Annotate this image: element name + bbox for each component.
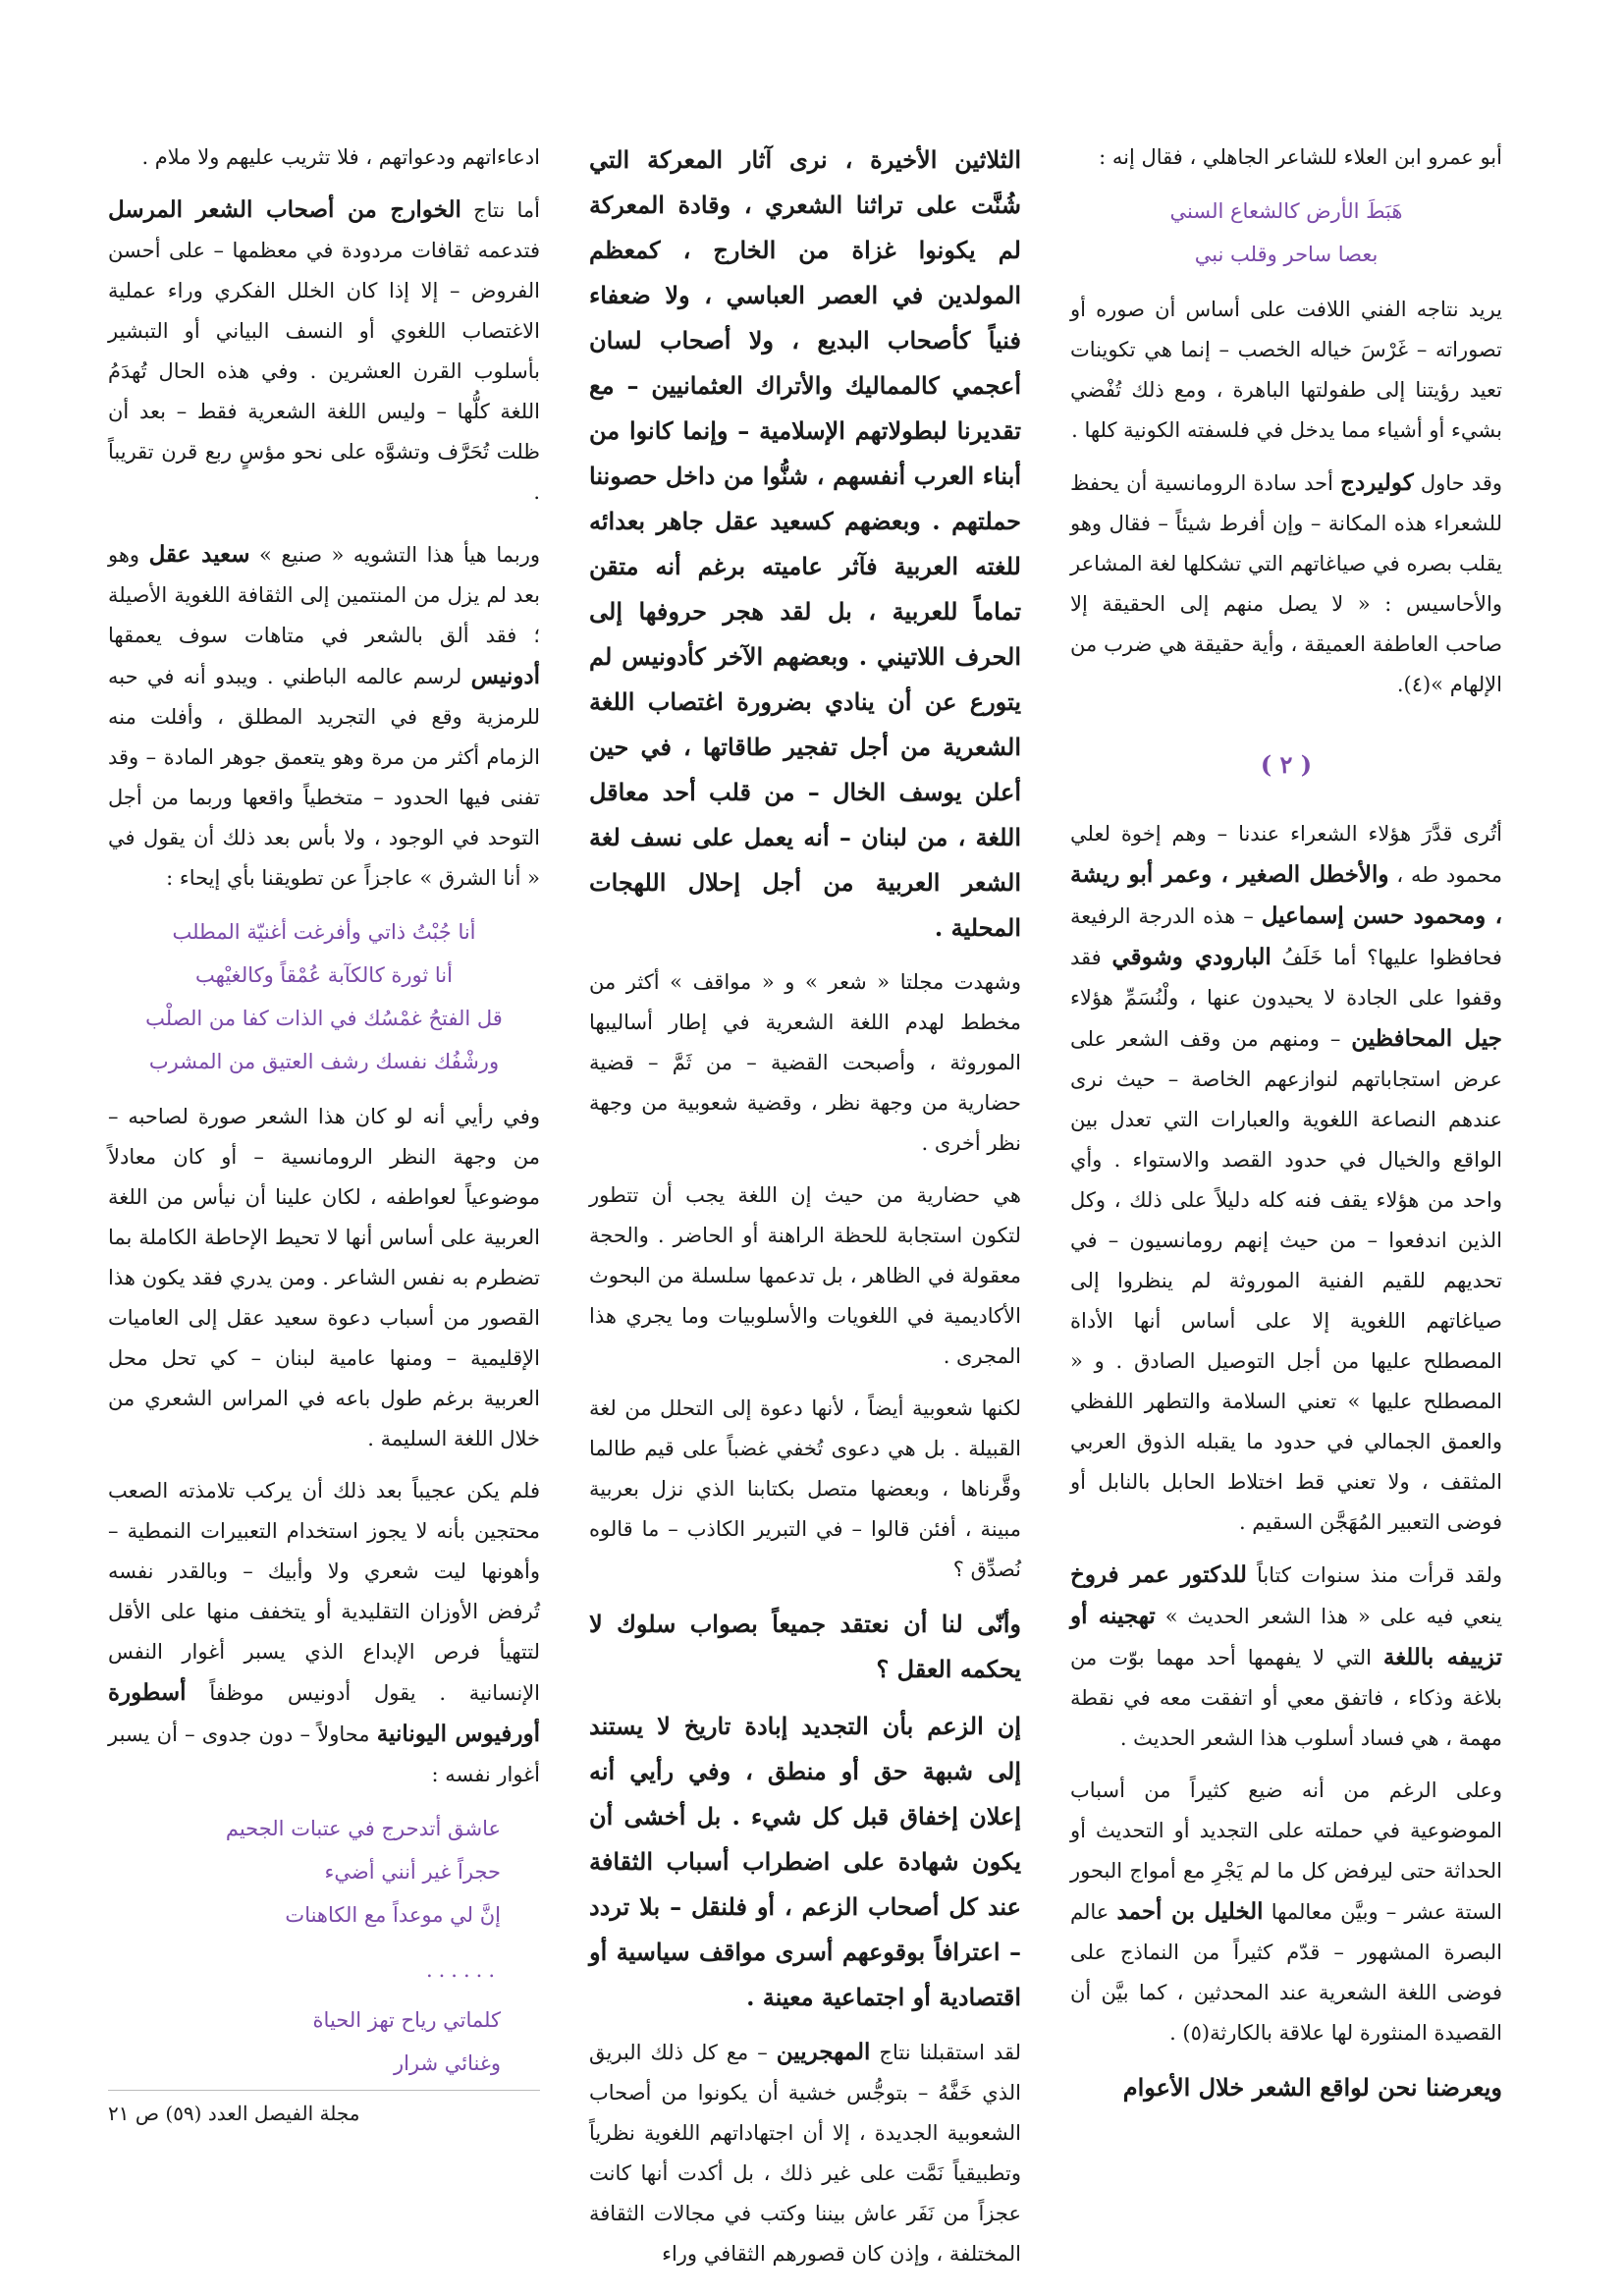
text-span: أحد سادة الرومانسية أن يحفظ للشعراء هذه المكانة – وإن أفرط شيئاً – فقال وهو يقلب بصره في صياغاتهم التي تشكلها لغة المشاعر والأحاسيس : « لا يصل منهم إلى الحقيقة إلا صاحب العاطفة العميقة ، وأية حقيقة هي ضرب من الإلهام »(٤). — [1070, 471, 1502, 696]
emphasis-name: أسطورة أورفيوس اليونانية — [108, 1679, 540, 1747]
verse-line: حجراً غير أنني أضيء — [324, 1860, 501, 1884]
bold-paragraph: إن الزعم بأن التجديد إبادة تاريخ لا يستند إلى شبهة حق أو منطق ، وفي رأيي أنه إعلان إخفاق قبل كل شيء . بل أخشى أن يكون شهادة على اضطراب أسباب الثقافة عند كل أصحاب الزعم ، أو فلنقل – بلا تردد – اعترافاً بوقوعهم أسرى مواقف سياسية أو اقتصادية أو اجتماعية معينة . — [589, 1712, 1021, 2011]
verse-line: هَبَطَ الأرض كالشعاع السني — [1169, 199, 1403, 223]
verse-line: بعصا ساحر وقلب نبي — [1194, 243, 1379, 266]
text-span: وقد حاول — [1413, 471, 1502, 495]
emphasis-name: أدونيس — [470, 663, 540, 689]
paragraph — [108, 1471, 540, 1795]
text-span: فقد وقفوا على الجادة لا يحيدون عنها ، ولْنُسَمِّ هؤلاء — [1070, 946, 1502, 1010]
emphasis-name: تهجينه أو تزييفه باللغة — [1070, 1603, 1502, 1670]
emphasis-name: الخليل بن أحمد — [1116, 1898, 1264, 1925]
poem-verse — [108, 1807, 540, 1937]
verse-line: كلماتي رياح تهز الحياة — [312, 2008, 501, 2032]
footer-divider — [108, 2090, 540, 2091]
text-span: ولقد قرأت منذ سنوات كتاباً — [1246, 1563, 1502, 1587]
text-span: لرسم عالمه الباطني . ويبدو أنه في حبه للرمزية وقع في التجريد المطلق ، وأفلت منه الزمام أكثر من مرة وهو يتعمق جوهر المادة – وقد تفنى فيها الحدود – متخطياً واقعها وربما من أجل التوحد في الوجود ، ولا بأس بعد ذلك أن يقول في « أنا الشرق » عاجزاً عن تطويقنا بأي إيحاء : — [108, 665, 540, 890]
paragraph — [108, 534, 540, 899]
emphasis-name: الخوارج من أصحاب الشعر المرسل — [108, 196, 461, 223]
paragraph — [1070, 1771, 1502, 2053]
text-span: أما نتاج — [460, 198, 540, 222]
text-span: عالم البصرة المشهور – قدّم كثيراً من النماذج على فوضى اللغة الشعرية عند المحدثين ، كما بيَّن أن القصيدة المنثورة لها علاقة بالكارثة(٥) . — [1070, 1900, 1502, 2045]
emphasis-name: سعيد عقل — [148, 541, 250, 568]
bold-paragraph: ويعرضنا نحن لواقع الشعر خلال الأعوام — [1122, 2073, 1502, 2102]
paragraph: هي حضارية من حيث إن اللغة يجب أن تتطور لتكون استجابة للحظة الراهنة أو الحاضر . والحجة معقولة في الظاهر ، بل تدعمها سلسلة من البحوث الأكاديمية في اللغويات والأسلوبيات وما يجري هذا المجرى . — [589, 1183, 1021, 1368]
verse-line: قل الفتحُ غمْسُك في الذات كفا من الصلْب — [145, 1007, 503, 1030]
paragraph: ادعاءاتهم ودعواتهم ، فلا تثريب عليهم ولا ملام . — [141, 145, 540, 169]
text-span: فتدعمه ثقافات مردودة في معظمها – على أحسن الفروض – إلا إذا كان الخلل الفكري وراء عملية الاغتصاب اللغوي أو النسف البياني أو التبشير بأسلوب القرن العشرين . وفي هذه الحال تُهدَمُ اللغة كلُّها – وليس اللغة الشعرية فقط – بعد أن ظلت تُحَرَّف وتشوَّه على نحو مؤسٍ ربع قرن تقريباً . — [108, 239, 540, 504]
column-2 — [589, 137, 1022, 2266]
column-3 — [108, 137, 540, 2082]
poem-verse — [108, 1998, 540, 2085]
bold-paragraph: وأنّى لنا أن نعتقد جميعاً بصواب سلوك لا يحكمه العقل ؟ — [589, 1610, 1021, 1683]
paragraph: وفي رأيي أنه لو كان هذا الشعر صورة لصاحبه – من وجهة النظر الرومانسية – أو كان معادلاً موضوعياً لعواطفه ، لكان علينا أن نيأس من اللغة العربية على أساس أنها لا تحيط الإحاطة الكاملة بما تضطرم به نفس الشاعر . ومن يدري فقد يكون هذا القصور من أسباب دعوة سعيد عقل إلى العاميات الإقليمية – ومنها عامية لبنان – كي تحل محل العربية برغم طول باعه في المراس الشعري من خلال اللغة السليمة . — [108, 1105, 540, 1450]
emphasis-name: للدكتور عمر فروخ — [1070, 1561, 1247, 1588]
text-span: – ومنهم من وقف الشعر على عرض استجاباتهم لنوازعهم الخاصة – حيث نرى عندهم النصاعة اللغوية والعبارات التي تعدل بين الواقع والخيال في حدود القصد والاستواء . وأي واحد من هؤلاء يقف فنه كله دليلاً على ذلك ، وكل الذين اندفعوا – من حيث إنهم رومانسيون – في تحديهم للقيم الفنية الموروثة لم ينظروا إلى صياغاتهم اللغوية إلا على أساس أنها الأداة المصطلح عليها من أجل التوصيل الصادق . و « المصطلح عليها » تعني السلامة والتطهر اللفظي والعمق الجمالي في حدود ما يقبله الذوق العربي المثقف ، ولا تعني قط اختلاط الحابل بالنابل أو فوضى التعبير المُهَجَّن السقيم . — [1070, 1027, 1502, 1534]
bold-paragraph: الثلاثين الأخيرة ، نرى آثار المعركة التي شُنَّت على تراثنا الشعري ، وقادة المعركة لم يكونوا غزاة من الخارج ، كمعظم المولدين في العصر العباسي ، ولا ضعفاء فنياً كأصحاب البديع ، ولا أصحاب لسان أعجمي كالمماليك والأتراك العثمانيين – مع تقديرنا لبطولاتهم الإسلامية – وإنما كانوا من أبناء العرب أنفسهم ، شنُّوا من داخل حصوننا حملتهم . وبعضهم كسعيد عقل جاهر بعدائه للغته العربية فآثر عاميته برغم أنه متقن تماماً للعربية ، بل لقد هجر حروفها إلى الحرف اللاتيني . وبعضهم الآخر كأدونيس لم يتورع عن أن ينادي بضرورة اغتصاب اللغة الشعرية من أجل تفجير طاقاتها ، في حين أعلن يوسف الخال – من قلب أحد معاقل اللغة ، من لبنان – أنه يعمل على نسف لغة الشعر العربية من أجل إحلال اللهجات المحلية . — [589, 145, 1022, 942]
text-span: ينعي فيه على « هذا الشعر الحديث » — [1155, 1605, 1502, 1628]
paragraph — [589, 2032, 1021, 2274]
emphasis-name: والأخطل الصغير ، وعمر أبو ريشة ، ومحمود حسن إسماعيل — [1070, 861, 1502, 929]
text-span: وهو بعد لم يزل من المنتمين إلى الثقافة اللغوية الأصيلة ؛ فقد ألق بالشعر في متاهات سوف يعمقها — [108, 543, 540, 647]
paragraph — [1070, 814, 1502, 1543]
verse-line: إنَّ لي موعداً مع الكاهنات — [285, 1903, 501, 1927]
page-footer: مجلة الفيصل العدد (٥٩) ص ٢١ — [108, 2102, 360, 2125]
text-span: لقد استقبلنا نتاج — [870, 2041, 1022, 2064]
verse-line: أنا جُبْتُ ذاتي وأفرغت أغنيّة المطلب — [172, 920, 476, 944]
emphasis-name: البارودي وشوقي — [1111, 944, 1271, 970]
text-span: التي لا يفهمها أحد مهما بوّت من بلاغة وذكاء ، فاتفق معي أو اتفقت معه في نقطة مهمة ، هي فساد أسلوب هذا الشعر الحديث . — [1070, 1646, 1502, 1750]
poem-verse — [108, 910, 540, 1083]
text-span: أتُرى قدَّرَ هؤلاء الشعراء عندنا – وهم إخوة لعلي محمود طه ، — [1070, 822, 1502, 887]
verse-line: أنا ثورة كالكآبة عُمْقاً وكالغيْهب — [195, 963, 453, 987]
text-span: وربما هيأ هذا التشويه « صنيع » — [249, 543, 540, 567]
verse-line: ورشْفُك نفسك رشف العتيق من المشرب — [148, 1050, 500, 1073]
text-span: فلم يكن عجيباً بعد ذلك أن يركب تلامذته الصعب محتجين بأنه لا يجوز استخدام التعبيرات النمطية – وأهونها ليت شعري ولا وأبيك – وبالقدر نفسه تُرفض الأوزان التقليدية أو يتخفف منها على الأقل لتتهيأ فرص الإبداع الذي يسبر أغوار النفس الإنسانية . يقول أدونيس موظفاً — [108, 1479, 540, 1705]
paragraph — [1070, 463, 1502, 705]
column-1 — [1070, 137, 1502, 2102]
paragraph — [108, 190, 540, 513]
text-span: وعلى الرغم من أنه ضيع كثيراً من أسباب الموضوعية في حملته على التجديد أو التحديث أو الحداثة حتى ليرفض كل ما لم يَجْرِ مع أمواج البحور الستة عشر – وبيَّن معالمها — [1070, 1778, 1502, 1924]
paragraph: أبو عمرو ابن العلاء للشاعر الجاهلي ، فقال إنه : — [1099, 145, 1502, 169]
verse-line: عاشق أتدحرج في عتبات الجحيم — [225, 1817, 501, 1840]
emphasis-name: كوليردج — [1340, 469, 1414, 496]
paragraph: وشهدت مجلتا « شعر » و « مواقف » أكثر من مخطط لهدم اللغة الشعرية في إطار أساليبها الموروثة ، وأصبحت القضية – من ثَمَّ – قضية حضارية من وجهة نظر ، وقضية شعوبية من وجهة نظر أخرى . — [589, 970, 1021, 1155]
emphasis-name: المهجريين — [776, 2039, 871, 2065]
verse-line: وغنائي شرار — [393, 2051, 501, 2075]
poem-verse — [1070, 190, 1502, 276]
text-span: – هذه الدرجة الرفيعة فحافظوا عليها؟ أما خَلَفُ — [1070, 904, 1502, 969]
text-span: – مع كل ذلك البريق الذي خَفَّهُ – بتوجُّس خشية أن يكونوا من أصحاب الشعوبية الجديدة ، إلا أن اجتهاداتهم اللغوية نظرياً وتطبيقياً نَمَّت على غير ذلك ، بل أكدت أنها كانت عجزاً من نَفَر عاش بيننا وكتب في مجالات الثقافة المختلفة ، وإذن كان قصورهم الثقافي وراء — [589, 2041, 1021, 2266]
verse-divider: ...... — [425, 1958, 501, 1982]
paragraph: لكنها شعوبية أيضاً ، لأنها دعوة إلى التحلل من لغة القبيلة . بل هي دعوى تُخفي غضباً على قيم طالما وقَّرناها ، وبعضها متصل بكتابنا الذي نزل بعربية مبينة ، أفئن قالوا – في التبرير الكاذب – ما قالوه نُصدِّق ؟ — [589, 1396, 1021, 1581]
paragraph — [1070, 1555, 1502, 1759]
text-span: محاولاً – دون جدوى – أن يسبر أغوار نفسه : — [108, 1722, 540, 1786]
paragraph: يريد نتاجه الفني اللافت على أساس أن صوره أو تصوراته – غَرْسَ خياله الخصب – إنما هي تكوينات تعيد رؤيتنا إلى طفولتها الباهرة ، ومع ذلك تُفْضي بشيء أو أشياء مما يدخل في فلسفته الكونية كلها . — [1070, 298, 1502, 442]
emphasis-name: جيل المحافظين — [1351, 1025, 1502, 1052]
section-number: ( ٢ ) — [1260, 750, 1313, 779]
